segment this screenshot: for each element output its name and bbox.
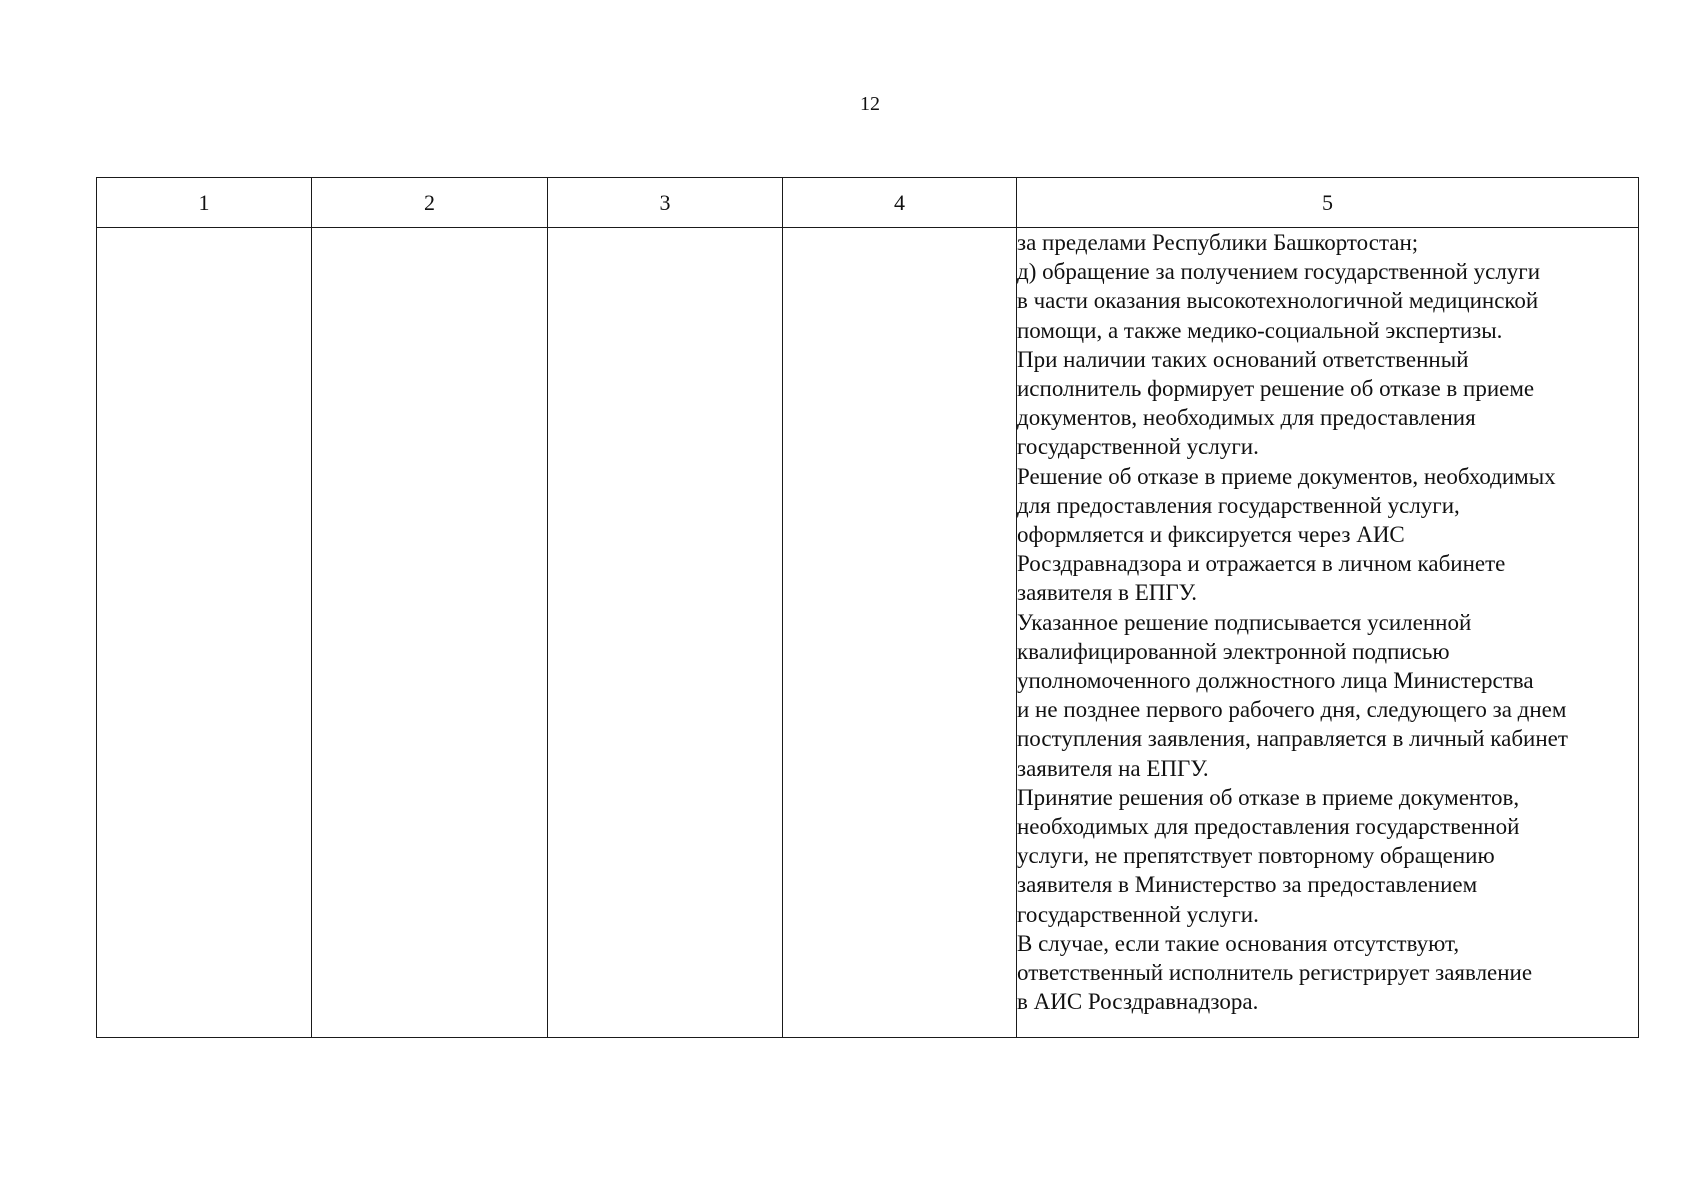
text-line: в АИС Росздравнадзора. bbox=[1017, 989, 1259, 1015]
text-line: для предоставления государственной услуги, bbox=[1017, 492, 1460, 518]
text-line: за пределами Республики Башкортостан; bbox=[1017, 230, 1419, 255]
text-line: поступления заявления, направляется в личный кабинет bbox=[1017, 726, 1568, 752]
cell-col-1 bbox=[97, 228, 312, 1038]
cell-col-4 bbox=[783, 228, 1017, 1038]
column-header-3: 3 bbox=[548, 178, 783, 228]
text-line: ответственный исполнитель регистрирует заявление bbox=[1017, 960, 1533, 986]
text-line: необходимых для предоставления государственной bbox=[1017, 814, 1520, 840]
text-line: оформляется и фиксируется через АИС bbox=[1017, 522, 1405, 548]
text-line: Принятие решения об отказе в приеме документов, bbox=[1017, 784, 1520, 810]
text-line: услуги, не препятствует повторному обращению bbox=[1017, 843, 1495, 869]
text-line: уполномоченного должностного лица Министерства bbox=[1017, 668, 1534, 694]
text-line: заявителя в Министерство за предоставлением bbox=[1017, 872, 1478, 898]
table-row bbox=[97, 228, 1639, 1038]
header-row bbox=[97, 178, 1639, 228]
text-line: государственной услуги. bbox=[1017, 434, 1259, 460]
text-line: Росздравнадзора и отражается в личном кабинете bbox=[1017, 551, 1506, 577]
cell-col-2 bbox=[312, 228, 548, 1038]
text-line: заявителя на ЕПГУ. bbox=[1017, 755, 1209, 781]
page-number: 12 bbox=[860, 93, 880, 115]
column-header-5: 5 bbox=[1017, 178, 1639, 228]
regulation-table bbox=[96, 177, 1639, 1038]
text-line: Указанное решение подписывается усиленной bbox=[1017, 609, 1472, 635]
column-header-1: 1 bbox=[97, 178, 312, 228]
column-header-4: 4 bbox=[783, 178, 1017, 228]
column-header-2: 2 bbox=[312, 178, 548, 228]
cell-col-3 bbox=[548, 228, 783, 1038]
text-line: государственной услуги. bbox=[1017, 901, 1259, 927]
cell-col-5 bbox=[1017, 228, 1639, 1038]
text-line: документов, необходимых для предоставления bbox=[1017, 405, 1476, 431]
text-line: Решение об отказе в приеме документов, необходимых bbox=[1017, 463, 1556, 489]
text-line: заявителя в ЕПГУ. bbox=[1017, 580, 1197, 606]
text-line: помощи, а также медико-социальной экспертизы. bbox=[1017, 317, 1503, 343]
text-line: исполнитель формирует решение об отказе в приеме bbox=[1017, 376, 1535, 402]
text-line: квалифицированной электронной подписью bbox=[1017, 638, 1450, 664]
text-line: в части оказания высокотехнологичной медицинской bbox=[1017, 288, 1539, 314]
text-line: и не позднее первого рабочего дня, следующего за днем bbox=[1017, 697, 1567, 723]
text-line: В случае, если такие основания отсутствуют, bbox=[1017, 930, 1460, 956]
text-line: При наличии таких оснований ответственный bbox=[1017, 346, 1469, 372]
text-line: д) обращение за получением государственной услуги bbox=[1017, 259, 1541, 285]
